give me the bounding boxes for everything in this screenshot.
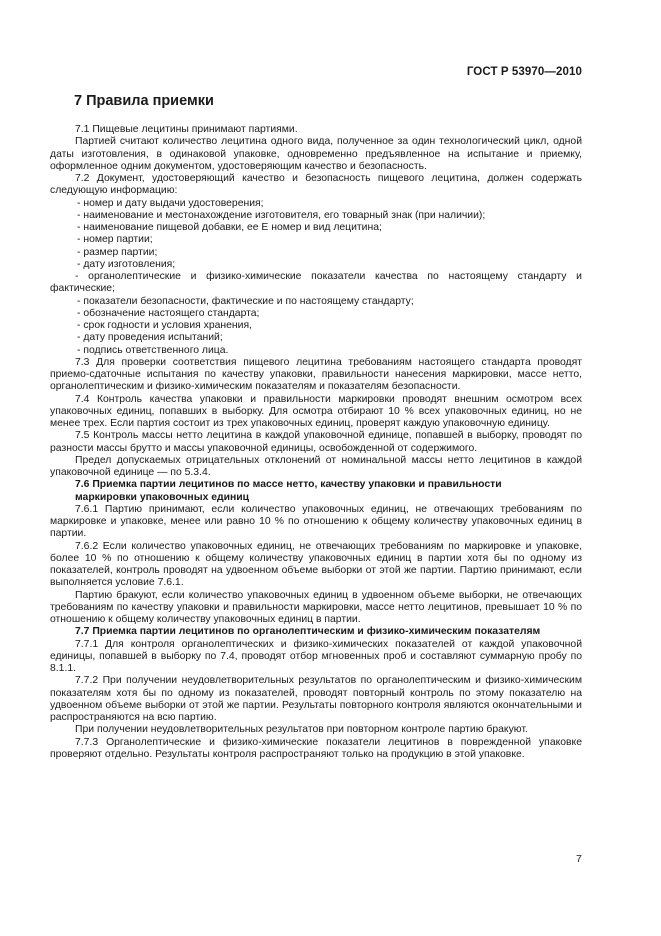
paragraph-7-7-1: 7.7.1 Для контроля органолептических и физико-химических показателей от каждой упаковочной единицы, попавшей в выборку по 7.4, проводят отбор мгновенных проб и составляют суммарную пробу по 8.1.1. [50, 638, 582, 674]
paragraph-repeat-reject: При получении неудовлетворительных результатов при повторном контроле партию бракуют. [75, 724, 528, 736]
subsection-heading-7-7: 7.7 Приемка партии лецитинов по органолептическим и физико-химическим показателям [75, 626, 541, 638]
list-item: - показатели безопасности, фактические и по настоящему стандарту; [77, 295, 414, 307]
document-body [50, 124, 582, 761]
paragraph-7-2: 7.2 Документ, удостоверяющий качество и безопасность пищевого лецитина, должен содержать следующую информацию: [50, 173, 582, 197]
paragraph-7-5: 7.5 Контроль массы нетто лецитина в каждой упаковочной единице, попавшей в выборку, проводят по разности массы брутто и массы упаковочной единицы, освобожденной от содержимого. [50, 430, 582, 454]
list-item: - размер партии; [77, 246, 158, 258]
list-item: - наименование и местонахождение изготовителя, его товарный знак (при наличии); [77, 209, 486, 221]
paragraph-7-6-1: 7.6.1 Партию принимают, если количество упаковочных единиц, не отвечающих требованиям по маркировке и упаковке, менее или равно 10 % по отношению к общему количеству упаковочных единиц в партии. [50, 503, 582, 540]
paragraph-7-7-2: 7.7.2 При получении неудовлетворительных результатов по органолептическим и физико-химическим показателям хотя бы по одному из показателей, проводят повторный контроль по этому показателю на удвоенном объеме выборки от этой же партии. Результаты повторного контроля являются окончательными и распространяются на всю партию. [50, 675, 582, 723]
subsection-heading-line: 7.6 Приемка партии лецитинов по массе нетто, качеству упаковки и правильности [75, 479, 502, 491]
subsection-heading-7-6 [50, 479, 582, 504]
paragraph-7-3: 7.3 Для проверки соответствия пищевого лецитина требованиям настоящего стандарта проводят приемо-сдаточные испытания по качеству упаковки, правильности нанесения маркировки, массе нетто, органолептическим и физико-химическим показателям и показателям безопасности. [50, 356, 582, 393]
paragraph-7-7-3: 7.7.3 Органолептические и физико-химические показатели лецитинов в поврежденной упаковке проверяют отдельно. Результаты контроля распространяют только на продукцию в этой упаковке. [50, 736, 582, 760]
subsection-heading-line: маркировки упаковочных единиц [75, 491, 250, 503]
paragraph-tolerance: Предел допускаемых отрицательных отклонений от номинальной массы нетто лецитинов в каждой упаковочной единице — по 5.3.4. [50, 454, 582, 478]
paragraph-7-6-2: 7.6.2 Если количество упаковочных единиц, не отвечающих требованиям по маркировке и упаковке, более 10 % по отношению к общему количеству упаковочных единиц в партии хотя бы по одному из показателей, контроль проводят на удвоенном объеме выборки от этой же партии. Партию принимают, если выполняется условие 7.6.1. [50, 540, 582, 589]
list-item: - подпись ответственного лица. [77, 344, 229, 356]
section-title: 7 Правила приемки [74, 93, 214, 109]
paragraph-lot-definition: Партией считают количество лецитина одного вида, полученное за один технологический цикл, одной даты изготовления, в одинаковой упаковке, одновременно предъявленное на испытание и приемку, оформленное одним документом, удостоверяющим качество и безопасность. [50, 136, 582, 172]
list-item: - органолептические и физико-химические показатели качества по настоящему стандарту и фактические; [50, 271, 582, 295]
list-item: - номер и дату выдачи удостоверения; [77, 197, 264, 209]
list-item: - дату проведения испытаний; [77, 332, 223, 344]
document-code-header: ГОСТ Р 53970—2010 [466, 66, 582, 78]
page-number: 7 [576, 853, 582, 865]
paragraph-reject-rule: Партию бракуют, если количество упаковочных единиц в удвоенном объеме выборки, не отвечающих требованиям по качеству упаковки и правильности маркировки, массе нетто лецитинов, превышает 10 % по отношению к общему количеству упаковочных единиц в партии. [50, 589, 582, 625]
list-item: - срок годности и условия хранения, [77, 320, 252, 331]
list-item: - дату изготовления; [77, 258, 176, 270]
paragraph-7-1: 7.1 Пищевые лецитины принимают партиями. [75, 124, 298, 135]
paragraph-7-4: 7.4 Контроль качества упаковки и правильности маркировки проводят внешним осмотром всех упаковочных единиц, попавших в выборку. Для осмотра отбирают 10 % всех упаковочных единиц, но не менее трех. Если партия состоит из трех упаковочных единиц, проверят каждую упаковочную единицу. [50, 393, 582, 429]
list-item: - номер партии; [77, 234, 153, 246]
list-item: - обозначение настоящего стандарта; [77, 307, 260, 319]
list-item: - наименование пищевой добавки, ее Е номер и вид лецитина; [77, 222, 382, 233]
